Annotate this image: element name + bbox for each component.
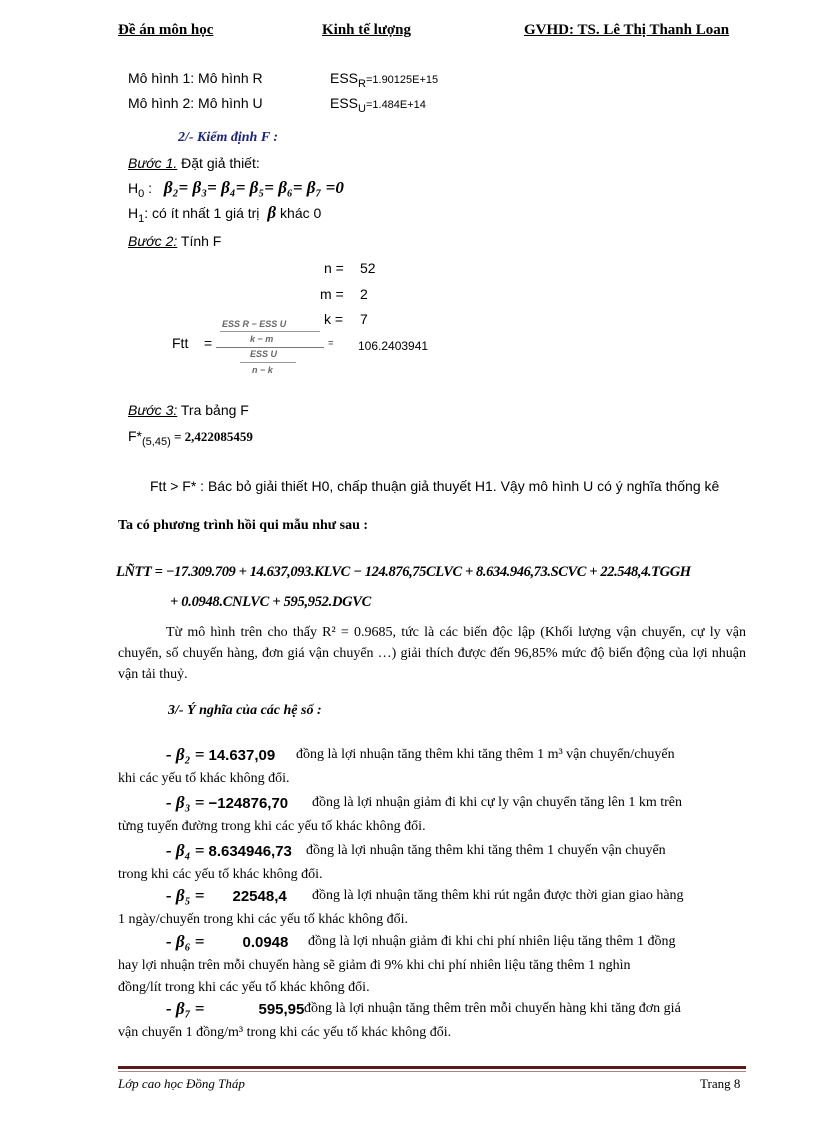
footer-page-number: Trang 8 xyxy=(700,1076,741,1091)
frac-numerator: ESS R − ESS U xyxy=(222,319,287,329)
regression-interpretation: Từ mô hình trên cho thấy R² = 0.9685, tức là các biến độc lập (Khối lượng vận chuyển, cự ly vận chuyển, số chuyến hàng, đơn giá vận chuyển …) giải thích được đến 96,85% mức độ biến động của lợi nhuận vận tải thuỷ. xyxy=(118,625,746,682)
regression-equation-line-2: + 0.0948.CNLVC + 595,952.DGVC xyxy=(170,594,372,610)
beta-6-line-1: đồng là lợi nhuận giảm đi khi chi phí nhiên liệu tăng thêm 1 đồng xyxy=(308,934,676,949)
frac-denominator-2: n − k xyxy=(252,365,273,375)
beta-3-label: - β₃ = −124876,70 xyxy=(166,793,289,812)
frac-equals: = xyxy=(328,338,334,348)
footer-class: Lớp cao học Đồng Tháp xyxy=(118,1076,245,1091)
beta-7-line-2: vận chuyển 1 đồng/m³ trong khi các yếu tố khác không đổi. xyxy=(118,1025,452,1040)
model-1-ess: $ESS_R=1.90125E+15$ xyxy=(330,70,439,90)
section-2-title: 2/- Kiểm định F : xyxy=(178,130,279,145)
header-advisor: GVHD: TS. Lê Thị Thanh Loan xyxy=(524,22,730,38)
beta-2-line-2: khi các yếu tố khác không đổi. xyxy=(118,771,290,786)
m-label: m = xyxy=(320,286,344,302)
m-value: 2 xyxy=(360,286,368,302)
k-value: 7 xyxy=(360,311,368,327)
frac-main-line xyxy=(216,347,324,348)
hypothesis-h0: $H_0$ : β₂= β₃= β₄= β₅= β₆= β₇ =0 xyxy=(128,178,344,200)
beta-6-line-2: hay lợi nhuận trên mỗi chuyến hàng sẽ giảm đi 9% khi chi phí nhiên liệu tăng thêm 1 nghìn xyxy=(118,958,631,973)
f-critical: $F*_{(5,45)} = 2,422085459$ xyxy=(128,428,253,448)
beta-7-label: - β₇ = 595,95 xyxy=(166,999,305,1018)
step-1: Bước 1. Đặt giả thiết: xyxy=(128,155,260,171)
frac-denominator: ESS U xyxy=(250,349,278,359)
ftt-value: 106.2403941 xyxy=(358,339,429,353)
frac-inner-line-top xyxy=(220,331,320,332)
k-label: k = xyxy=(324,311,344,327)
model-2-ess: $ESS_U=1.484E+14$ xyxy=(330,95,426,115)
ftt-equals: = xyxy=(204,335,213,351)
beta-7-line-1: đồng là lợi nhuận tăng thêm trên mỗi chuyến hàng khi tăng đơn giá xyxy=(304,1001,681,1016)
model-2-label: Mô hình 2: Mô hình U xyxy=(128,95,263,111)
step-3: Bước 3: Tra bảng F xyxy=(128,402,249,418)
regression-equation-line-1: LÑTT = −17.309.709 + 14.637,093.KLVC − 124.876,75CLVC + 8.634.946,73.SCVC + 22.548,4.TGGH xyxy=(116,564,691,580)
beta-5-line-2: 1 ngày/chuyến trong khi các yếu tố khác không đổi. xyxy=(118,912,409,927)
beta-3-line-2: từng tuyến đường trong khi các yếu tố khác không đổi. xyxy=(118,819,426,834)
conclusion: Ftt > F* : Bác bỏ giải thiết H0, chấp thuận giả thuyết H1. Vậy mô hình U có ý nghĩa thống kê xyxy=(150,478,720,494)
beta-5-line-1: đồng là lợi nhuận tăng thêm khi rút ngắn được thời gian giao hàng xyxy=(312,888,684,903)
header-subject: Kinh tế lượng xyxy=(322,22,411,38)
frac-inner-line-bottom xyxy=(240,362,296,363)
beta-4-line-2: trong khi các yếu tố khác không đổi. xyxy=(118,867,323,882)
beta-4-label: - β₄ = 8.634946,73 xyxy=(166,841,292,860)
ftt-label: Ftt xyxy=(172,335,189,351)
frac-numerator-2: k − m xyxy=(250,334,274,344)
footer-rule-top xyxy=(118,1066,746,1069)
model-1-label: Mô hình 1: Mô hình R xyxy=(128,70,263,86)
footer-rule-bottom xyxy=(118,1071,746,1072)
header-course: Đề án môn học xyxy=(118,22,214,38)
beta-3-line-1: đồng là lợi nhuận giảm đi khi cự ly vận chuyển tăng lên 1 km trên xyxy=(312,795,682,810)
regression-intro: Ta có phương trình hồi qui mẫu như sau : xyxy=(118,518,369,533)
n-value: 52 xyxy=(360,260,376,276)
beta-5-label: - β₅ = 22548,4 xyxy=(166,886,287,905)
hypothesis-h1: $H_1$: có ít nhất 1 giá trị β khác 0 xyxy=(128,203,322,225)
beta-2-line-1: đồng là lợi nhuận tăng thêm khi tăng thêm 1 m³ vận chuyển/chuyến xyxy=(296,747,675,762)
beta-4-line-1: đồng là lợi nhuận tăng thêm khi tăng thêm 1 chuyến vận chuyển xyxy=(306,843,666,858)
section-3-title: 3/- Ý nghĩa của các hệ số : xyxy=(168,703,322,718)
beta-6-label: - β₆ = 0.0948 xyxy=(166,932,289,951)
step-2: Bước 2: Tính F xyxy=(128,233,222,249)
n-label: n = xyxy=(324,260,344,276)
beta-2-label: - β₂ = 14.637,09 xyxy=(166,745,276,764)
beta-6-line-3: đồng/lít trong khi các yếu tố khác không đổi. xyxy=(118,980,370,995)
